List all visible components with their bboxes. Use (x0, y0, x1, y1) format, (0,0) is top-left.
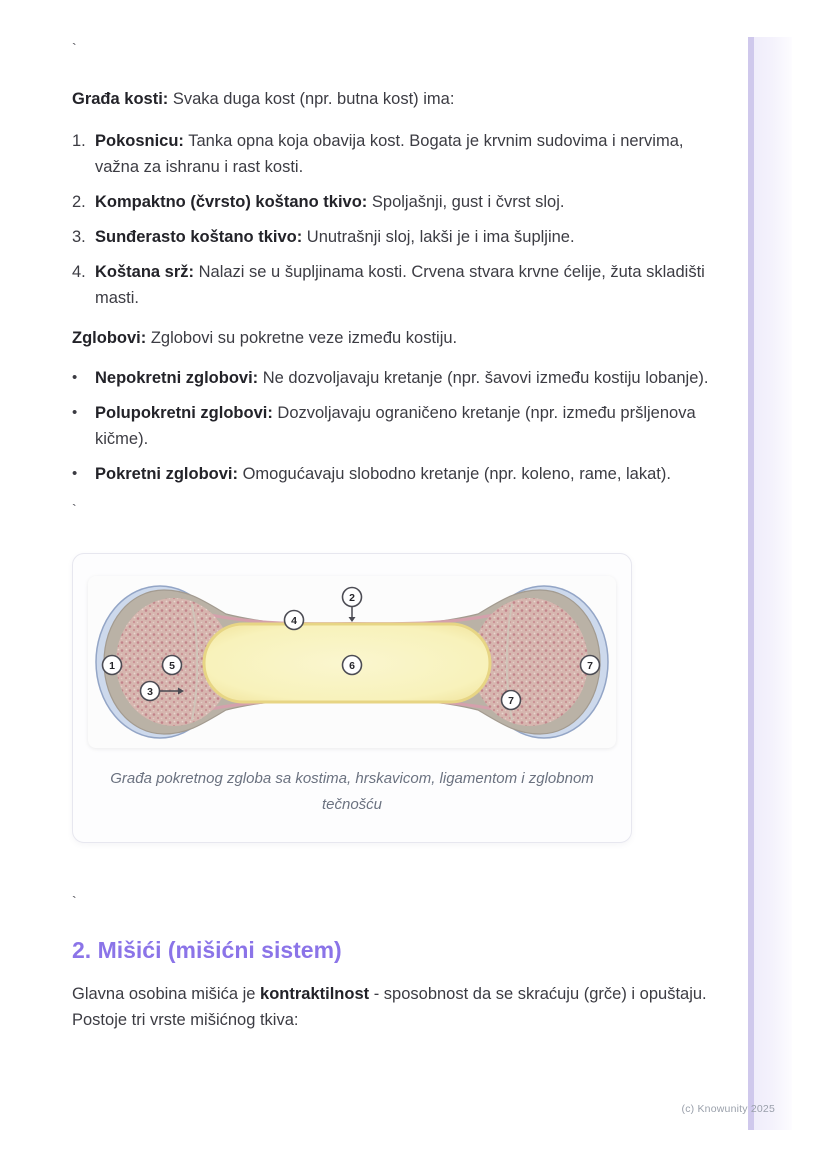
code-tick: ` (72, 893, 77, 909)
code-tick: ` (72, 501, 77, 517)
svg-text:3: 3 (147, 685, 153, 698)
bone-structure-paragraph (72, 86, 732, 112)
item-text: Ne dozvoljavaju kretanje (npr. šavovi između kostiju lobanje). (258, 369, 709, 387)
bone-structure-text: Svaka duga kost (npr. butna kost) ima: (168, 90, 455, 108)
muscles-paragraph (72, 981, 732, 1033)
vertical-divider (748, 37, 754, 1130)
joints-paragraph (72, 325, 732, 351)
joints-lead: Zglobovi: (72, 329, 147, 347)
figure-card (72, 553, 632, 843)
figure-caption: Građa pokretnog zgloba sa kostima, hrskavicom, ligamentom i zglobnom tečnošću (110, 770, 594, 813)
right-margin-panel (748, 37, 792, 1130)
bone-diagram-svg (88, 576, 616, 748)
item-lead: Polupokretni zglobovi: (95, 404, 273, 422)
item-text: Omogućavaju slobodno kretanje (npr. koleno, rame, lakat). (238, 465, 671, 483)
document-content (72, 38, 732, 1033)
joint-types-bullet-list (72, 365, 732, 487)
item-lead: Koštana srž: (95, 263, 195, 281)
list-item (72, 224, 732, 250)
list-marker: 2. (72, 193, 86, 211)
joints-text: Zglobovi su pokretne veze između kostiju. (146, 329, 458, 347)
svg-text:1: 1 (109, 659, 115, 672)
bone-structure-lead: Građa kosti: (72, 90, 169, 108)
item-text: Unutrašnji sloj, lakši je i ima šupljine. (302, 228, 575, 246)
svg-text:2: 2 (349, 591, 355, 604)
item-lead: Nepokretni zglobovi: (95, 369, 259, 387)
item-text: Spoljašnji, gust i čvrst sloj. (367, 193, 565, 211)
svg-text:4: 4 (291, 614, 297, 627)
svg-text:6: 6 (349, 659, 355, 672)
list-marker: 3. (72, 228, 86, 246)
item-lead: Kompaktno (čvrsto) koštano tkivo: (95, 193, 368, 211)
svg-text:5: 5 (169, 659, 175, 672)
item-lead: Pokosnicu: (95, 132, 184, 150)
item-text: Tanka opna koja obavija kost. Bogata je krvnim sudovima i nervima, važna za ishranu i rast kosti. (95, 132, 684, 176)
list-item (72, 128, 732, 180)
item-lead: Pokretni zglobovi: (95, 465, 239, 483)
list-item (72, 461, 732, 487)
list-item (72, 400, 732, 452)
bullet-icon: • (72, 404, 78, 421)
bone-parts-ordered-list (72, 128, 732, 311)
list-item (72, 259, 732, 311)
bone-joint-diagram (88, 576, 616, 748)
list-item (72, 189, 732, 215)
muscles-bold-word: kontraktilnost (260, 985, 370, 1003)
bullet-icon: • (72, 369, 78, 386)
svg-text:7: 7 (587, 659, 593, 672)
copyright-footer: (c) Knowunity 2025 (681, 1103, 775, 1115)
muscles-text-after: - sposobnost da se skraćuju (grče) i opuštaju. Postoje tri vrste mišićnog tkiva: (72, 985, 707, 1029)
list-marker: 1. (72, 132, 86, 150)
bullet-icon: • (72, 465, 78, 482)
muscles-text-before: Glavna osobina mišića je (72, 985, 261, 1003)
list-marker: 4. (72, 263, 86, 281)
item-lead: Sunđerasto koštano tkivo: (95, 228, 303, 246)
item-text: Nalazi se u šupljinama kosti. Crvena stvara krvne ćelije, žuta skladišti masti. (95, 263, 705, 307)
item-text: Dozvoljavaju ograničeno kretanje (npr. između pršljenova kičme). (95, 404, 696, 448)
svg-text:7: 7 (508, 694, 514, 707)
list-item (72, 365, 732, 391)
code-tick: ` (72, 40, 77, 56)
section-heading-muscles: 2. Mišići (mišićni sistem) (72, 937, 342, 963)
